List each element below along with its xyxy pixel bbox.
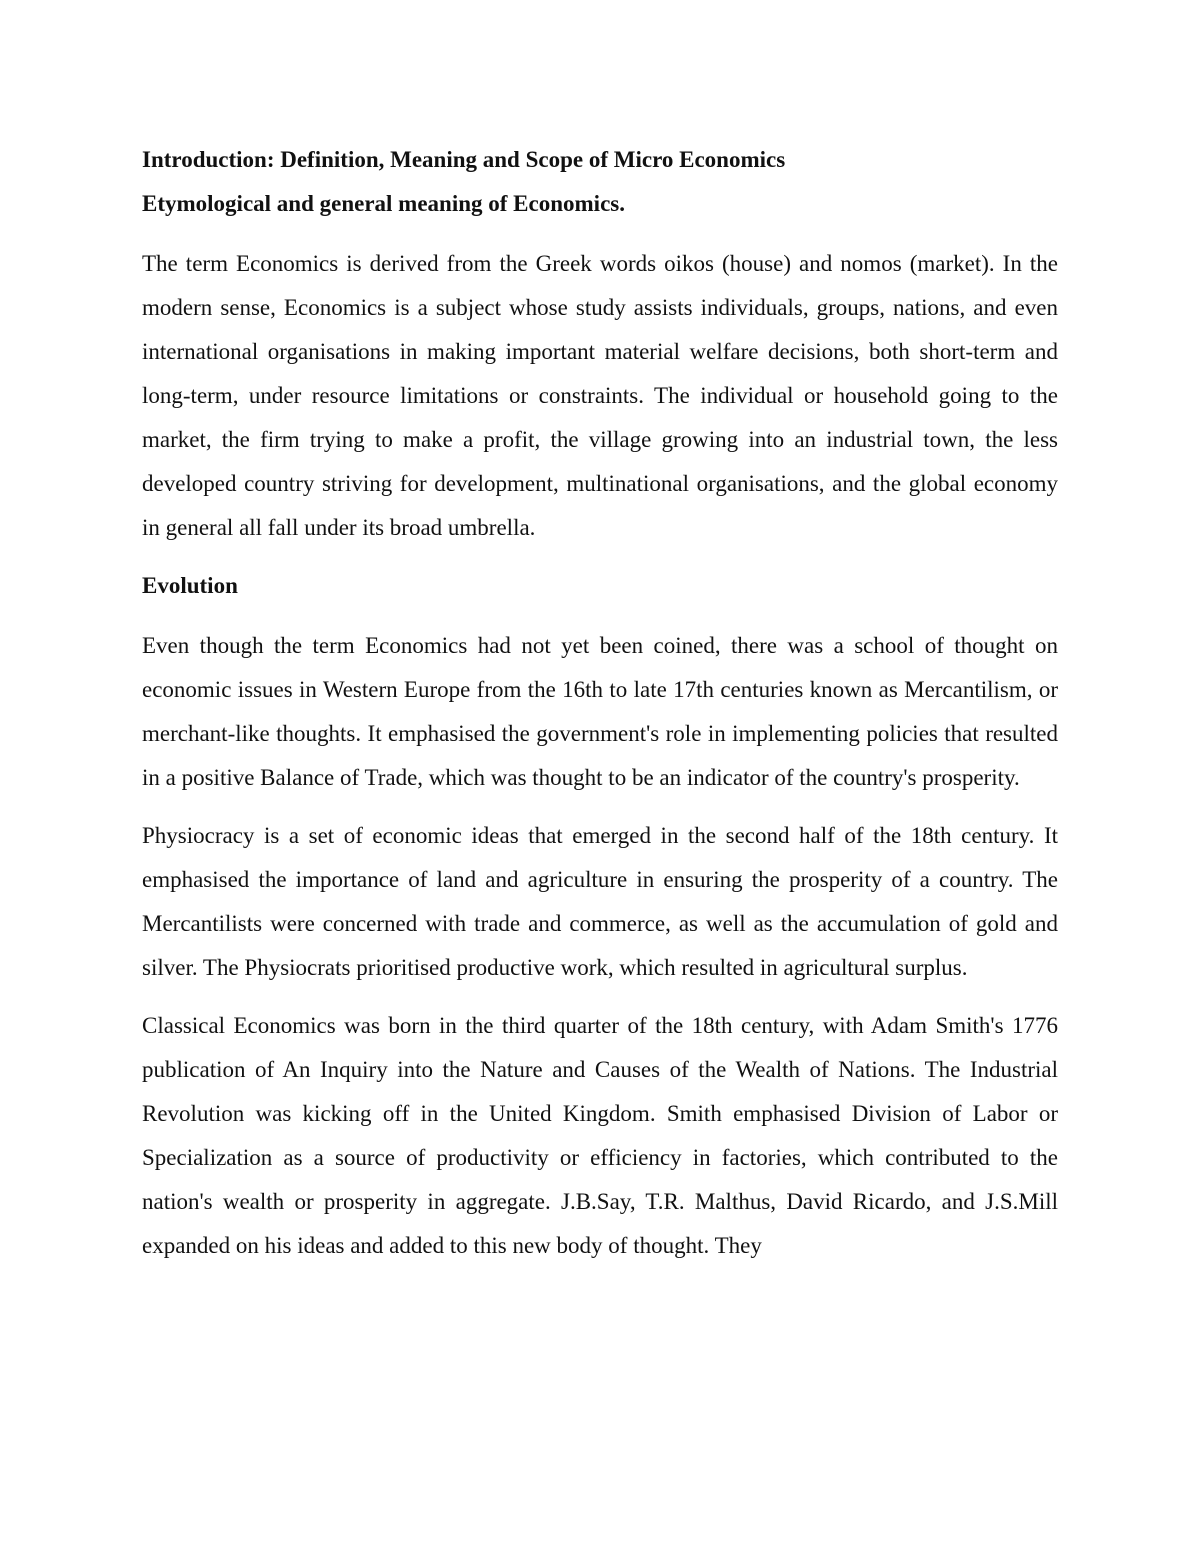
paragraph-physiocracy: Physiocracy is a set of economic ideas that emerged in the second half of the 18th century. It emphasised the importance of land and agriculture in ensuring the prosperity of a country. The Mercantilists were concerned with trade and commerce, as well as the accumulation of gold and silver. The Physiocrats prioritised productive work, which resulted in agricultural surplus. <box>142 823 1058 980</box>
spacer <box>142 800 1058 814</box>
document-page <box>142 138 1058 1268</box>
spacer <box>142 550 1058 564</box>
spacer <box>142 608 1058 624</box>
intro-paragraph: The term Economics is derived from the Greek words oikos (house) and nomos (market). In the modern sense, Economics is a subject whose study assists individuals, groups, nations, and even international organisations in making important material welfare decisions, both short-term and long-term, under resource limitations or constraints. The individual or household going to the market, the firm trying to make a profit, the village growing into an industrial town, the less developed country striving for development, multinational organisations, and the global economy in general all fall under its broad umbrella. <box>142 251 1058 540</box>
section-heading-evolution: Evolution <box>142 573 238 598</box>
paragraph-classical-economics: Classical Economics was born in the third quarter of the 18th century, with Adam Smith's 1776 publication of An Inquiry into the Nature and Causes of the Wealth of Nations. The Industrial Revolution was kicking off in the United Kingdom. Smith emphasised Division of Labor or Specialization as a source of productivity or efficiency in factories, which contributed to the nation's wealth or prosperity in aggregate. J.B.Say, T.R. Malthus, David Ricardo, and J.S.Mill expanded on his ideas and added to this new body of thought. They <box>142 1013 1058 1258</box>
spacer <box>142 990 1058 1004</box>
document-subtitle: Etymological and general meaning of Economics. <box>142 191 625 216</box>
paragraph-mercantilism: Even though the term Economics had not yet been coined, there was a school of thought on economic issues in Western Europe from the 16th to late 17th centuries known as Mercantilism, or merchant-like thoughts. It emphasised the government's role in implementing policies that resulted in a positive Balance of Trade, which was thought to be an indicator of the country's prosperity. <box>142 633 1058 790</box>
spacer <box>142 226 1058 242</box>
document-title: Introduction: Definition, Meaning and Scope of Micro Economics <box>142 147 786 172</box>
